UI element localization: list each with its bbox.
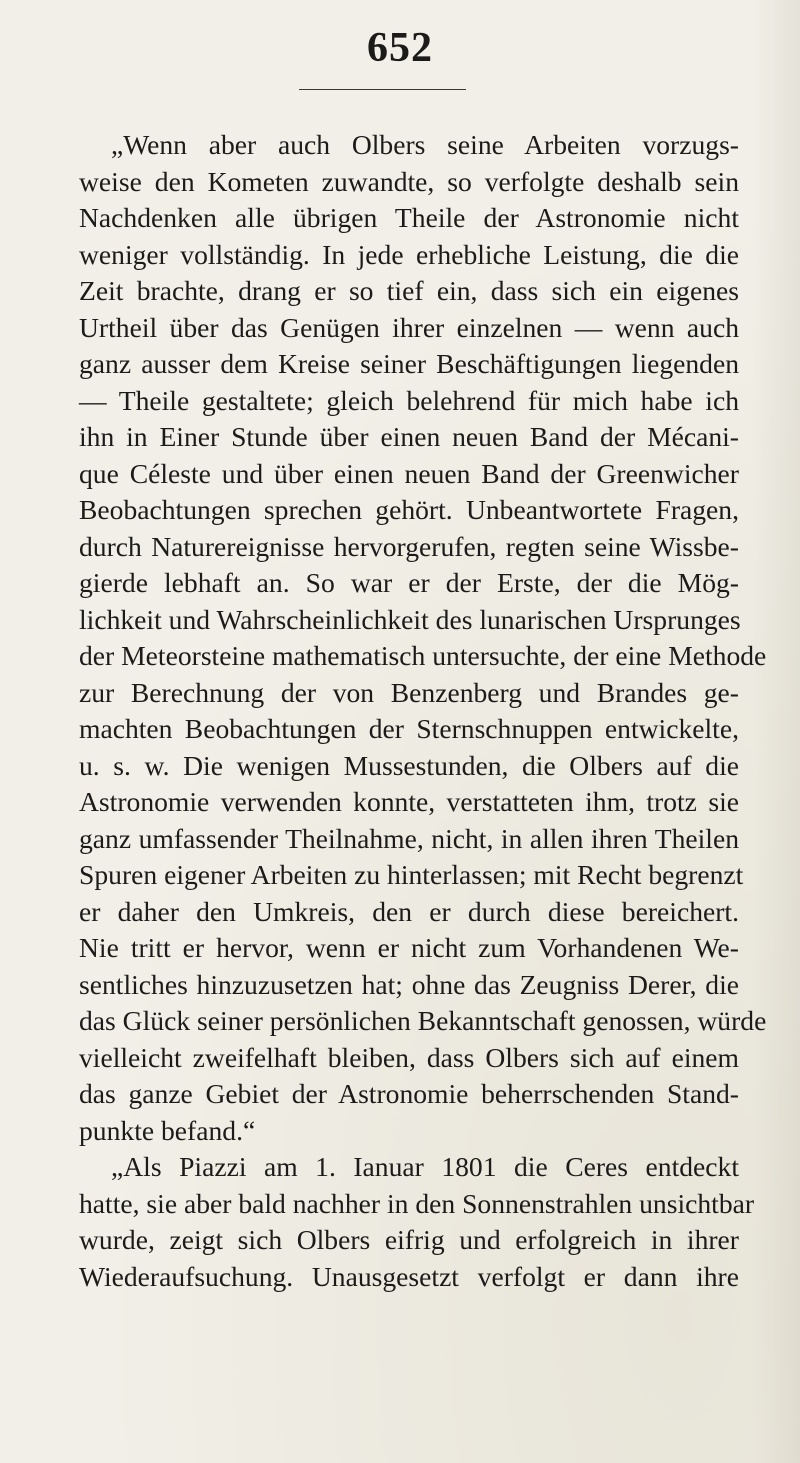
text-line: der Meteorsteine mathematisch untersuchte, der eine Methode — [79, 640, 767, 671]
text-line: Zeit brachte, drang er so tief ein, dass sich ein eigenes — [79, 275, 739, 306]
text-line: weise den Kometen zuwandte, so verfolgte deshalb sein — [79, 165, 739, 197]
text-line: durch Naturereignisse hervorgerufen, regten seine Wissbe- — [79, 530, 739, 562]
text-line: vielleicht zweifelhaft bleiben, dass Olbers sich auf einem — [79, 1041, 739, 1073]
text-line: Wiederaufsuchung. Unausgesetzt verfolgt er dann ihre — [79, 1260, 739, 1292]
text-line: lichkeit und Wahrscheinlichkeit des lunarischen Ursprunges — [79, 603, 741, 635]
text-line: hatte, sie aber bald nachher in den Sonnenstrahlen unsichtbar — [79, 1187, 755, 1219]
text-line: er daher den Umkreis, den er durch diese bereichert. — [79, 895, 739, 927]
text-line: ganz ausser dem Kreise seiner Beschäftigungen liegenden — [79, 348, 739, 379]
page-number: 652 — [367, 25, 433, 71]
text-line: punkte befand.“ — [79, 1114, 256, 1146]
text-line: ihn in Einer Stunde über einen neuen Band der Mécani- — [79, 421, 739, 452]
text-line: „Als Piazzi am 1. Ianuar 1801 die Ceres entdeckt — [111, 1151, 739, 1182]
text-line: Urtheil über das Genügen ihrer einzelnen — wenn auch — [79, 311, 739, 343]
text-line: das Glück seiner persönlichen Bekanntschaft genossen, würde — [79, 1005, 767, 1036]
text-line: weniger vollständig. In jede erhebliche Leistung, die die — [79, 238, 739, 270]
text-line: Nie tritt er hervor, wenn er nicht zum Vorhandenen We- — [79, 932, 739, 963]
header-rule — [299, 89, 466, 90]
text-line: „Wenn aber auch Olbers seine Arbeiten vorzugs- — [111, 129, 739, 160]
text-line: sentliches hinzuzusetzen hat; ohne das Zeugniss Derer, die — [79, 968, 739, 1000]
text-line: ganz umfassender Theilnahme, nicht, in allen ihren Theilen — [79, 822, 739, 854]
body-text — [79, 127, 767, 1295]
text-line: Spuren eigener Arbeiten zu hinterlassen; mit Recht begrenzt — [79, 859, 744, 890]
text-line: Nachdenken alle übrigen Theile der Astronomie nicht — [79, 202, 739, 233]
text-line: gierde lebhaft an. So war er der Erste, der die Mög- — [79, 567, 739, 598]
text-line: machten Beobachtungen der Sternschnuppen entwickelte, — [79, 713, 739, 744]
text-line: — Theile gestaltete; gleich belehrend für mich habe ich — [79, 384, 739, 416]
text-line: das ganze Gebiet der Astronomie beherrschenden Stand- — [79, 1078, 739, 1109]
text-line: Astronomie verwenden konnte, verstatteten ihm, trotz sie — [79, 786, 739, 817]
text-line: wurde, zeigt sich Olbers eifrig und erfolgreich in ihrer — [79, 1224, 739, 1255]
text-line: Beobachtungen sprechen gehört. Unbeantwortete Fragen, — [79, 494, 739, 525]
text-line: zur Berechnung der von Benzenberg und Brandes ge- — [79, 676, 739, 708]
text-line: u. s. w. Die wenigen Mussestunden, die Olbers auf die — [79, 749, 739, 781]
text-line: que Céleste und über einen neuen Band der Greenwicher — [79, 457, 739, 489]
